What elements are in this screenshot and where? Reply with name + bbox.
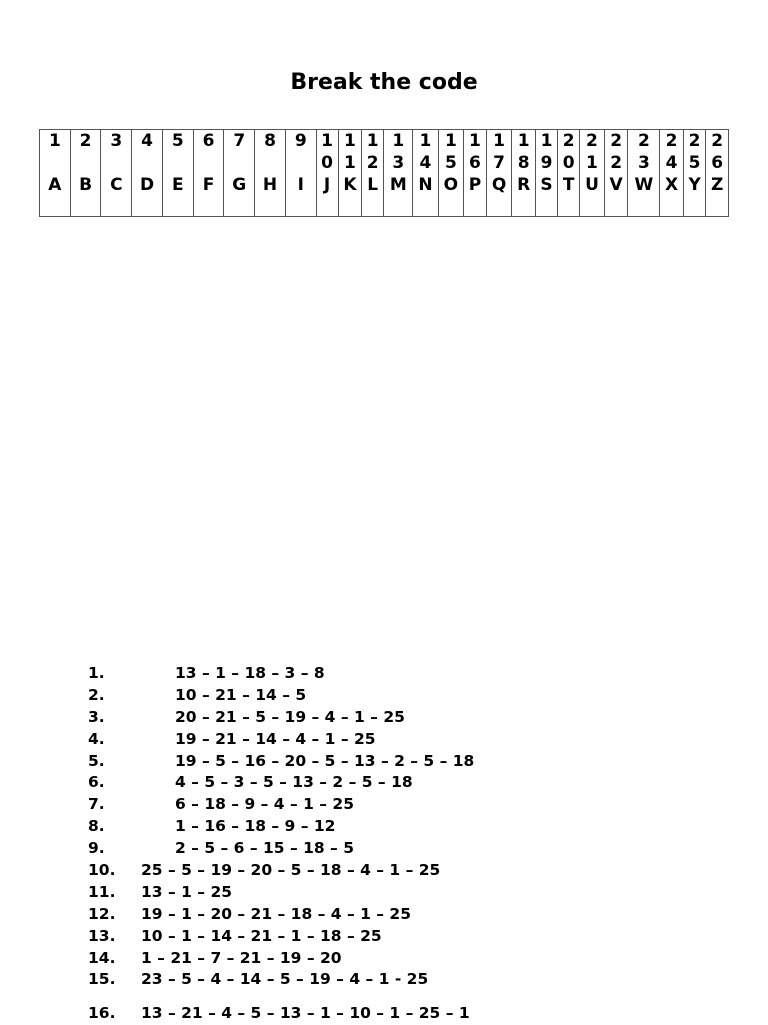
list-item xyxy=(88,882,474,904)
item-code: 13 – 1 – 25 xyxy=(141,882,233,901)
list-item xyxy=(88,751,474,773)
item-number: 16. xyxy=(88,1004,116,1023)
cipher-cell-d xyxy=(132,130,163,217)
item-number: 10. xyxy=(88,861,116,880)
cipher-number: 19 xyxy=(540,131,553,173)
cipher-number: 14 xyxy=(419,131,432,173)
cipher-number: 20 xyxy=(562,131,575,173)
cipher-number: 8 xyxy=(264,131,276,151)
item-number: 11. xyxy=(88,882,116,901)
list-item xyxy=(88,816,474,838)
cipher-number: 22 xyxy=(610,131,623,173)
cipher-number: 24 xyxy=(665,131,678,173)
cipher-letter: Z xyxy=(710,175,724,195)
item-code: 19 – 21 – 14 – 4 – 1 – 25 xyxy=(175,729,376,748)
item-number: 4. xyxy=(88,729,105,748)
list-item xyxy=(88,707,474,729)
cipher-letter: V xyxy=(609,175,623,195)
list-item xyxy=(88,772,474,794)
cipher-number: 2 xyxy=(79,131,92,151)
item-number: 7. xyxy=(88,795,105,814)
item-number: 9. xyxy=(88,839,105,858)
cipher-cell-e xyxy=(162,130,193,217)
cipher-letter: P xyxy=(468,175,482,195)
cipher-row xyxy=(40,130,729,217)
item-number: 14. xyxy=(88,948,116,967)
item-number: 15. xyxy=(88,970,116,989)
cipher-cell-w xyxy=(628,130,660,217)
list-item xyxy=(88,685,474,707)
cipher-cell-z xyxy=(706,130,729,217)
cipher-number: 12 xyxy=(366,131,379,173)
cipher-number: 23 xyxy=(637,131,650,173)
item-number: 5. xyxy=(88,751,105,770)
item-code: 1 – 21 – 7 – 21 – 19 – 20 xyxy=(141,948,342,967)
cipher-number: 26 xyxy=(711,131,724,173)
cipher-letter: X xyxy=(665,175,679,195)
cipher-number: 17 xyxy=(493,131,505,173)
cipher-letter: A xyxy=(48,175,62,195)
list-item xyxy=(88,860,474,882)
item-number: 2. xyxy=(88,685,105,704)
item-code: 2 – 5 – 6 – 15 – 18 – 5 xyxy=(175,839,354,858)
item-number: 8. xyxy=(88,817,105,836)
cipher-table xyxy=(39,129,729,217)
cipher-cell-m xyxy=(384,130,413,217)
cipher-letter: D xyxy=(140,175,155,195)
item-code: 10 – 21 – 14 – 5 xyxy=(175,685,307,704)
cipher-cell-s xyxy=(535,130,557,217)
list-item xyxy=(88,663,474,685)
cipher-number: 3 xyxy=(110,131,123,151)
cipher-cell-p xyxy=(464,130,487,217)
cipher-number: 25 xyxy=(688,131,701,173)
item-code: 20 – 21 – 5 – 19 – 4 – 1 – 25 xyxy=(175,707,405,726)
cipher-letter: T xyxy=(562,175,575,195)
cipher-letter: K xyxy=(343,175,357,195)
item-number: 6. xyxy=(88,773,105,792)
item-code: 10 – 1 – 14 – 21 – 1 – 18 – 25 xyxy=(141,926,382,945)
cipher-cell-j xyxy=(316,130,338,217)
list-item xyxy=(88,926,474,948)
list-item xyxy=(88,1003,474,1025)
list-item xyxy=(88,794,474,816)
cipher-cell-q xyxy=(486,130,512,217)
cipher-cell-v xyxy=(604,130,628,217)
list-item xyxy=(88,948,474,970)
cipher-cell-b xyxy=(70,130,101,217)
cipher-letter: S xyxy=(540,175,553,195)
list-item xyxy=(88,969,474,991)
cipher-cell-a xyxy=(40,130,71,217)
cipher-cell-f xyxy=(193,130,224,217)
cipher-cell-k xyxy=(338,130,362,217)
cipher-cell-t xyxy=(558,130,580,217)
cipher-number: 21 xyxy=(586,131,598,173)
item-code: 6 – 18 – 9 – 4 – 1 – 25 xyxy=(175,795,354,814)
cipher-letter: H xyxy=(262,175,278,195)
cipher-number: 18 xyxy=(517,131,530,173)
cipher-cell-c xyxy=(101,130,132,217)
cipher-letter: I xyxy=(297,175,304,195)
item-code: 13 – 1 – 18 – 3 – 8 xyxy=(175,664,325,682)
cipher-letter: J xyxy=(323,175,331,195)
cipher-letter: L xyxy=(367,175,379,195)
cipher-cell-u xyxy=(580,130,605,217)
cipher-cell-x xyxy=(660,130,684,217)
cipher-letter: E xyxy=(171,175,184,195)
cipher-letter: U xyxy=(585,175,599,195)
cipher-cell-n xyxy=(413,130,438,217)
cipher-cell-g xyxy=(224,130,255,217)
cipher-cell-h xyxy=(255,130,286,217)
cipher-letter: O xyxy=(443,175,459,195)
item-code: 19 – 1 – 20 – 21 – 18 – 4 – 1 – 25 xyxy=(141,904,412,923)
cipher-number: 10 xyxy=(321,131,333,173)
item-code: 19 – 5 – 16 – 20 – 5 – 13 – 2 – 5 – 18 xyxy=(175,751,475,770)
cipher-letter: Q xyxy=(491,175,507,195)
page-title: Break the code xyxy=(290,70,478,95)
item-code: 25 – 5 – 19 – 20 – 5 – 18 – 4 – 1 – 25 xyxy=(141,861,441,880)
cipher-letter: R xyxy=(517,175,531,195)
cipher-number: 15 xyxy=(444,131,457,173)
cipher-number: 4 xyxy=(141,131,153,151)
item-code: 1 – 16 – 18 – 9 – 12 xyxy=(175,817,336,836)
cipher-number: 9 xyxy=(294,131,307,151)
item-number: 12. xyxy=(88,904,116,923)
cipher-number: 7 xyxy=(233,131,246,151)
cipher-number: 13 xyxy=(392,131,405,173)
item-number: 3. xyxy=(88,707,105,726)
cipher-cell-r xyxy=(512,130,536,217)
cipher-cell-l xyxy=(362,130,384,217)
puzzle-list xyxy=(88,663,474,1025)
cipher-letter: F xyxy=(202,175,215,195)
cipher-letter: N xyxy=(418,175,433,195)
item-code: 13 – 21 – 4 – 5 – 13 – 1 – 10 – 1 – 25 – 1 xyxy=(141,1004,470,1023)
cipher-cell-o xyxy=(438,130,464,217)
cipher-letter: W xyxy=(634,175,654,195)
cipher-number: 5 xyxy=(171,131,184,151)
list-item xyxy=(88,904,474,926)
cipher-letter: M xyxy=(389,175,407,195)
item-code: 23 – 5 – 4 – 14 – 5 – 19 – 4 – 1 - 25 xyxy=(141,970,429,989)
cipher-number: 11 xyxy=(343,131,356,173)
list-item xyxy=(88,729,474,751)
cipher-number: 1 xyxy=(48,131,61,151)
item-code: 4 – 5 – 3 – 5 – 13 – 2 – 5 – 18 xyxy=(175,773,413,792)
cipher-cell-y xyxy=(683,130,705,217)
cipher-letter: G xyxy=(232,175,247,195)
list-item xyxy=(88,838,474,860)
cipher-letter: B xyxy=(79,175,93,195)
item-number: 13. xyxy=(88,926,116,945)
cipher-letter: Y xyxy=(688,175,701,195)
item-number: 1. xyxy=(88,664,105,682)
cipher-number: 16 xyxy=(469,131,481,173)
cipher-letter: C xyxy=(110,175,123,195)
cipher-cell-i xyxy=(285,130,316,217)
cipher-number: 6 xyxy=(202,131,215,151)
